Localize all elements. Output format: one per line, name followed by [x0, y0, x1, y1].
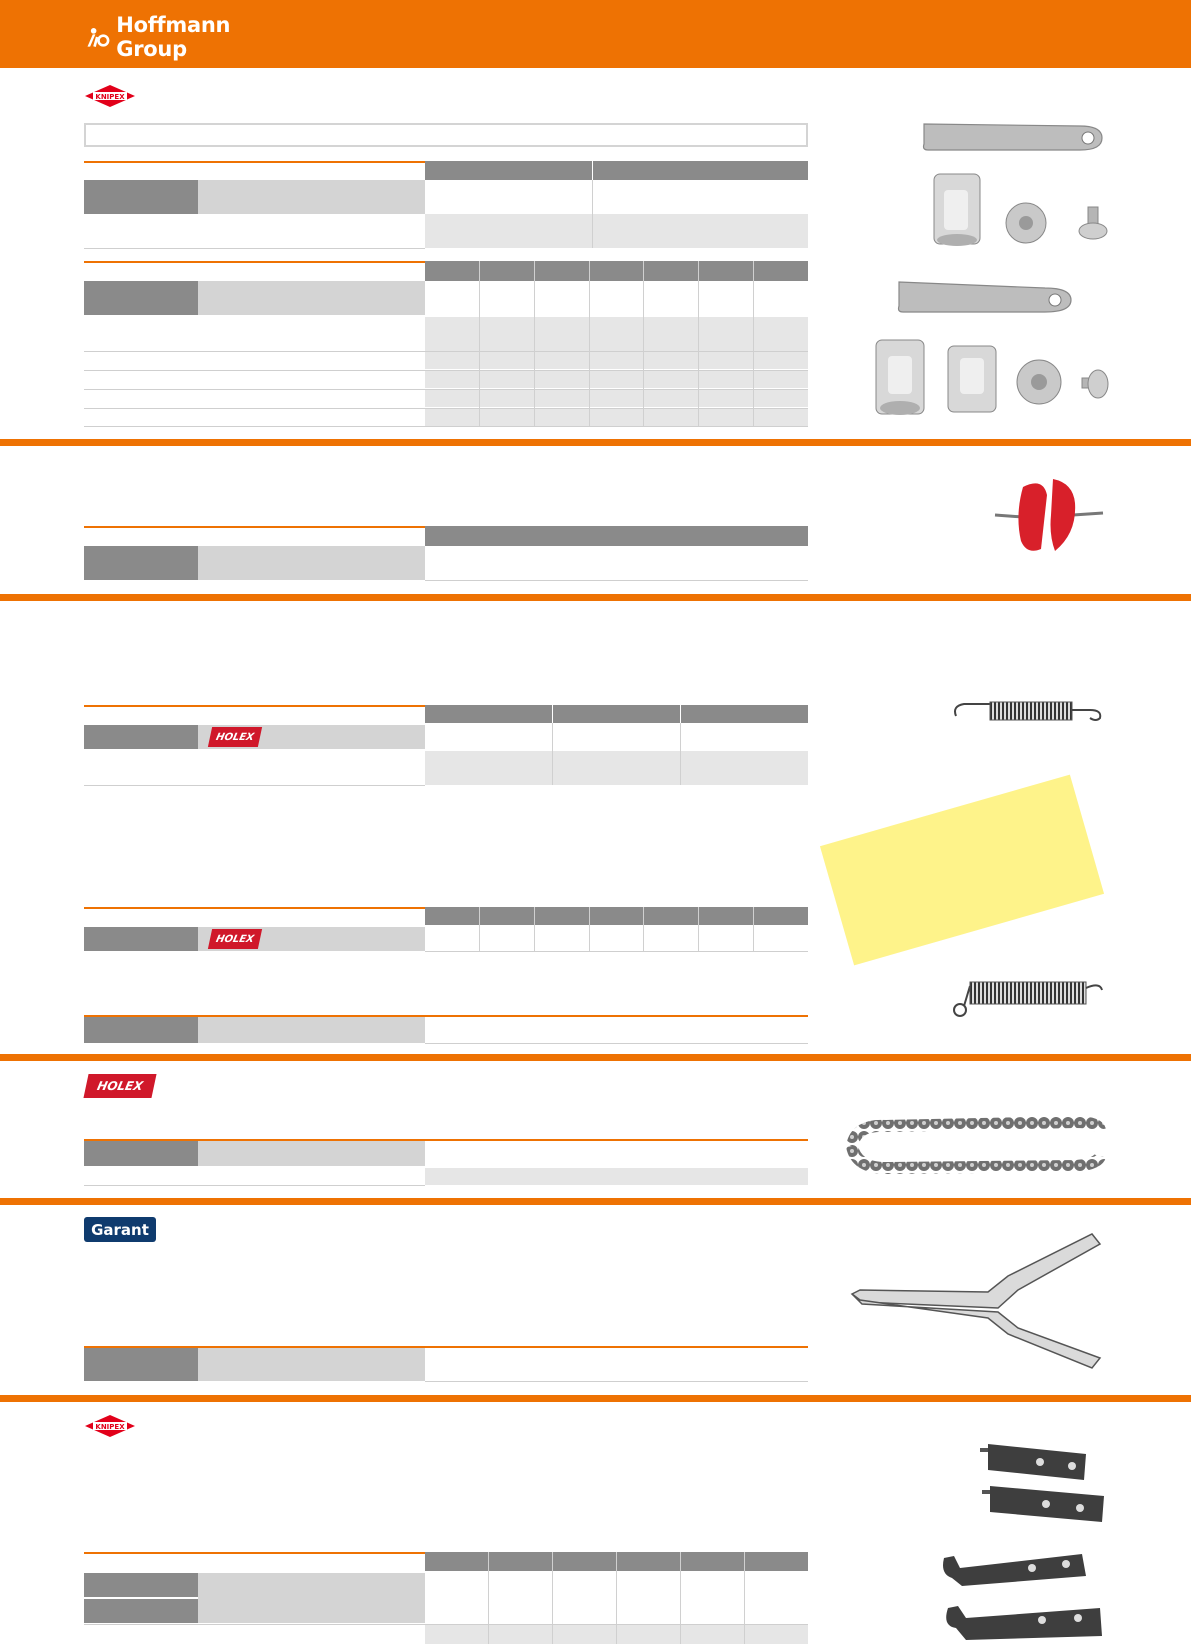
product-image-cap-3	[944, 342, 1000, 418]
product-image-strap-2	[895, 278, 1075, 318]
holex-logo: HOLEX	[208, 727, 262, 747]
table-header	[425, 526, 808, 546]
table-row	[425, 214, 808, 248]
section-separator	[0, 1198, 1191, 1205]
row-label	[84, 281, 198, 315]
table-header	[425, 705, 808, 723]
row-label	[84, 1573, 198, 1597]
row-label	[84, 1017, 198, 1043]
section-separator	[0, 594, 1191, 601]
knipex-logo	[84, 1414, 136, 1438]
hoffmann-logo[interactable]	[84, 13, 284, 61]
hoffmann-logo-icon	[84, 25, 110, 49]
row-value	[198, 180, 425, 214]
product-image-spring	[950, 698, 1106, 726]
product-image-tips-straight	[976, 1440, 1110, 1524]
section-separator	[0, 1054, 1191, 1061]
row-label	[84, 546, 198, 580]
table-header	[425, 907, 808, 925]
row-label	[84, 180, 198, 214]
product-image-red-jaws	[993, 475, 1105, 559]
product-image-tweezers	[848, 1230, 1106, 1374]
product-image-screw	[1076, 203, 1110, 241]
row-value	[198, 1017, 425, 1043]
sticky-note	[820, 775, 1104, 966]
row-value	[198, 1141, 425, 1166]
product-image-washer	[1003, 200, 1049, 246]
product-image-cap	[930, 170, 984, 250]
table-row	[425, 352, 808, 369]
row-value	[198, 1348, 425, 1381]
section-separator	[0, 439, 1191, 446]
product-image-screw-2	[1076, 360, 1112, 408]
product-image-chain	[846, 1116, 1108, 1178]
svg-text:KNIPEX: KNIPEX	[95, 93, 125, 101]
row-label	[84, 725, 198, 749]
holex-logo: HOLEX	[83, 1074, 156, 1098]
row-value	[198, 1573, 425, 1623]
table-row	[425, 371, 808, 388]
section-separator	[0, 1395, 1191, 1402]
table-row	[425, 751, 808, 785]
product-image-washer-2	[1013, 356, 1065, 408]
row-value	[198, 546, 425, 580]
table-header	[425, 261, 808, 281]
product-image-spring-2	[950, 978, 1106, 1020]
row-label	[84, 927, 198, 951]
svg-text:KNIPEX: KNIPEX	[95, 1423, 125, 1431]
garant-logo: Garant	[84, 1217, 156, 1242]
brand-name: Hoffmann Group	[116, 13, 231, 61]
search-box[interactable]	[84, 123, 808, 147]
product-image-tips-angled	[932, 1548, 1110, 1644]
table-header	[425, 161, 808, 180]
product-image-cap-2	[872, 336, 928, 420]
row-label	[84, 1141, 198, 1166]
table-row	[425, 1168, 808, 1185]
product-image-strap	[920, 120, 1106, 156]
row-value	[198, 281, 425, 315]
holex-logo: HOLEX	[208, 929, 262, 949]
knipex-logo	[84, 84, 136, 108]
table-row	[425, 409, 808, 426]
table-row	[425, 390, 808, 407]
row-label	[84, 1599, 198, 1623]
row-label	[84, 1348, 198, 1381]
table-row	[425, 317, 808, 351]
